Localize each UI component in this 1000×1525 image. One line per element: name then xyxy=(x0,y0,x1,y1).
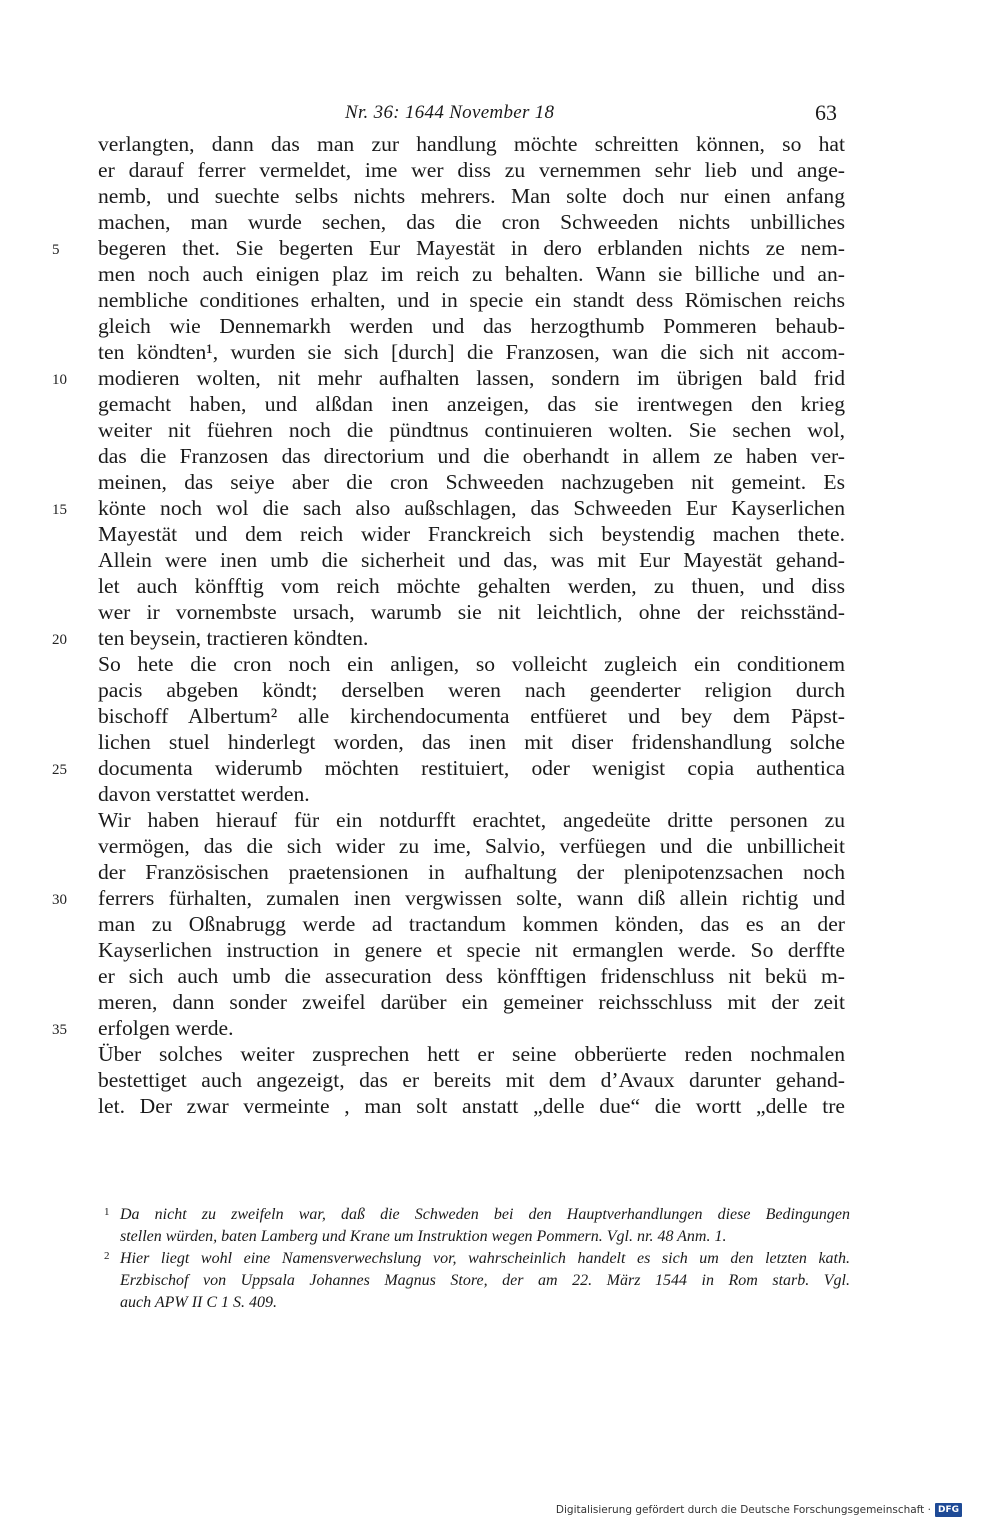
line-number xyxy=(52,417,82,443)
footnote-line: auch APW II C 1 S. 409. xyxy=(120,1294,278,1311)
text-line: nemb, und suechte selbs nichts mehrers. Man solte doch nur einen anfang xyxy=(98,184,845,208)
line-number: 5 xyxy=(52,242,60,258)
text-line: Über solches weiter zusprechen hett er seine obberüerte reden nochmalen xyxy=(98,1042,845,1066)
text-line: er darauf ferrer vermeldet, ime wer diss zu vernemmen sehr lieb und ange- xyxy=(98,158,845,182)
line-number: 30 xyxy=(52,892,67,908)
line-number xyxy=(52,1093,82,1119)
line-number xyxy=(52,209,82,235)
line-number xyxy=(52,1067,82,1093)
text-line: ten köndten¹, wurden sie sich [durch] die Franzosen, wan die sich nit accom- xyxy=(98,340,845,364)
line-number xyxy=(52,157,82,183)
line-number xyxy=(52,651,82,677)
text-line: der Französischen praetensionen in aufhaltung der plenipotenzsachen noch xyxy=(98,860,845,884)
line-number xyxy=(52,391,82,417)
text-line: machen, man wurde sechen, das die cron Schweeden nichts unbilliches xyxy=(98,210,845,234)
text-line: gemacht haben, und alßdan inen anzeigen, das sie irentwegen den krieg xyxy=(98,392,845,416)
line-number: 25 xyxy=(52,762,67,778)
text-line: Mayestät und dem reich wider Franckreich sich beystendig machen thete. xyxy=(98,522,845,546)
footnote-line: Da nicht zu zweifeln war, daß die Schweden bei den Hauptverhandlungen diese Bedingungen xyxy=(120,1206,850,1223)
line-number: 10 xyxy=(52,372,67,388)
text-line: Allein were inen umb die sicherheit und das, was mit Eur Mayestät gehand- xyxy=(98,548,845,572)
line-number xyxy=(52,287,82,313)
line-number xyxy=(52,937,82,963)
text-line: das die Franzosen das directorium und die oberhandt in allem ze haben ver- xyxy=(98,444,845,468)
line-number xyxy=(52,313,82,339)
line-number xyxy=(52,183,82,209)
line-number xyxy=(52,1041,82,1067)
page-header xyxy=(0,100,1000,130)
text-line: verlangten, dann das man zur handlung möchte schreitten können, so hat xyxy=(98,132,845,156)
text-line: erfolgen werde. xyxy=(98,1016,234,1040)
text-line: ferrers fürhalten, zumalen inen vergwissen solte, wann diß allein richtig und xyxy=(98,886,845,910)
digitization-credit xyxy=(556,1502,962,1518)
line-number xyxy=(52,859,82,885)
footnote-line: stellen würden, baten Lamberg und Krane um Instruktion wegen Pommern. Vgl. nr. 48 Anm. 1. xyxy=(120,1228,727,1245)
line-number xyxy=(52,131,82,157)
line-number xyxy=(52,443,82,469)
text-line: könte noch wol die sach also außschlagen, das Schweeden Eur Kayserlichen xyxy=(98,496,845,520)
line-number xyxy=(52,677,82,703)
text-line: nembliche conditiones erhalten, und in specie ein standt dess Römischen reichs xyxy=(98,288,845,312)
text-line: let auch könfftig vom reich möchte gehalten werden, zu thuen, und diss xyxy=(98,574,845,598)
text-line: ten beysein, tractieren köndten. xyxy=(98,626,369,650)
footnote-line: Erzbischof von Uppsala Johannes Magnus Store, der am 22. März 1544 in Rom starb. Vgl. xyxy=(120,1272,850,1289)
line-number xyxy=(52,469,82,495)
text-line: documenta widerumb möchten restituiert, oder wenigist copia authentica xyxy=(98,756,845,780)
line-number xyxy=(52,547,82,573)
line-number xyxy=(52,703,82,729)
line-number xyxy=(52,573,82,599)
line-number xyxy=(52,833,82,859)
line-number: 15 xyxy=(52,502,67,518)
line-number xyxy=(52,807,82,833)
line-number xyxy=(52,911,82,937)
line-number xyxy=(52,261,82,287)
line-number xyxy=(52,781,82,807)
credit-text: Digitalisierung gefördert durch die Deutsche Forschungsgemeinschaft · xyxy=(555,1504,931,1516)
text-line: gleich wie Dennemarkh werden und das herzogthumb Pommeren behaub- xyxy=(98,314,845,338)
page-number: 63 xyxy=(815,100,837,125)
text-line: wer ir vornembste ursach, warumb sie nit leichtlich, ohne der reichsständ- xyxy=(98,600,845,624)
text-line: bestettiget auch angezeigt, das er bereits mit dem d’Avaux darunter gehand- xyxy=(98,1068,845,1092)
text-line: meren, dann sonder zweifel darüber ein gemeiner reichsschluss mit der zeit xyxy=(98,990,845,1014)
line-number xyxy=(52,729,82,755)
text-line: modieren wolten, nit mehr aufhalten lassen, sondern im übrigen bald frid xyxy=(98,366,845,390)
line-number: 35 xyxy=(52,1022,67,1038)
text-line: bischoff Albertum² alle kirchendocumenta entfüeret und bey dem Päpst- xyxy=(98,704,845,728)
line-number xyxy=(52,599,82,625)
text-line: man zu Oßnabrugg werde ad tractandum kommen könden, das es an der xyxy=(98,912,845,936)
line-number: 20 xyxy=(52,632,67,648)
text-line: begeren thet. Sie begerten Eur Mayestät in dero erblanden nichts ze nem- xyxy=(98,236,845,260)
line-number xyxy=(52,963,82,989)
footnote-line: Hier liegt wohl eine Namensverwechslung vor, wahrscheinlich handelt es sich um den letzten kath. xyxy=(120,1250,850,1267)
dfg-logo: DFG xyxy=(935,1503,962,1517)
text-line: davon verstattet werden. xyxy=(98,782,310,806)
text-line: Kayserlichen instruction in genere et specie nit ermanglen werde. So derffte xyxy=(98,938,845,962)
text-line: So hete die cron noch ein anligen, so volleicht zugleich ein conditionem xyxy=(98,652,845,676)
text-line: Wir haben hierauf für ein notdurfft erachtet, angedeüte dritte personen zu xyxy=(98,808,845,832)
text-line: weiter nit füehren noch die pündtnus continuieren wolten. Sie sechen wol, xyxy=(98,418,845,442)
line-number xyxy=(52,989,82,1015)
text-line: meinen, das seiye aber die cron Schweeden nachzugeben nit gemeint. Es xyxy=(98,470,845,494)
running-title: Nr. 36: 1644 November 18 xyxy=(345,102,555,123)
text-line: er sich auch umb die assecuration dess könfftigen fridenschluss nit bekü m- xyxy=(98,964,845,988)
footnote-number: 2 xyxy=(104,1250,110,1262)
text-line: lichen stuel hinderlegt worden, das inen mit diser fridenshandlung solche xyxy=(98,730,845,754)
line-number xyxy=(52,339,82,365)
text-line: vermögen, das die sich wider zu ime, Salvio, verfüegen und die unbillicheit xyxy=(98,834,845,858)
text-line: let. Der zwar vermeinte , man solt anstatt „delle due“ die wortt „delle tre xyxy=(98,1094,845,1118)
line-number xyxy=(52,521,82,547)
text-line: men noch auch einigen plaz im reich zu behalten. Wann sie billiche und an- xyxy=(98,262,845,286)
text-line: pacis abgeben köndt; derselben weren nach geenderter religion durch xyxy=(98,678,845,702)
footnote-number: 1 xyxy=(104,1206,110,1218)
